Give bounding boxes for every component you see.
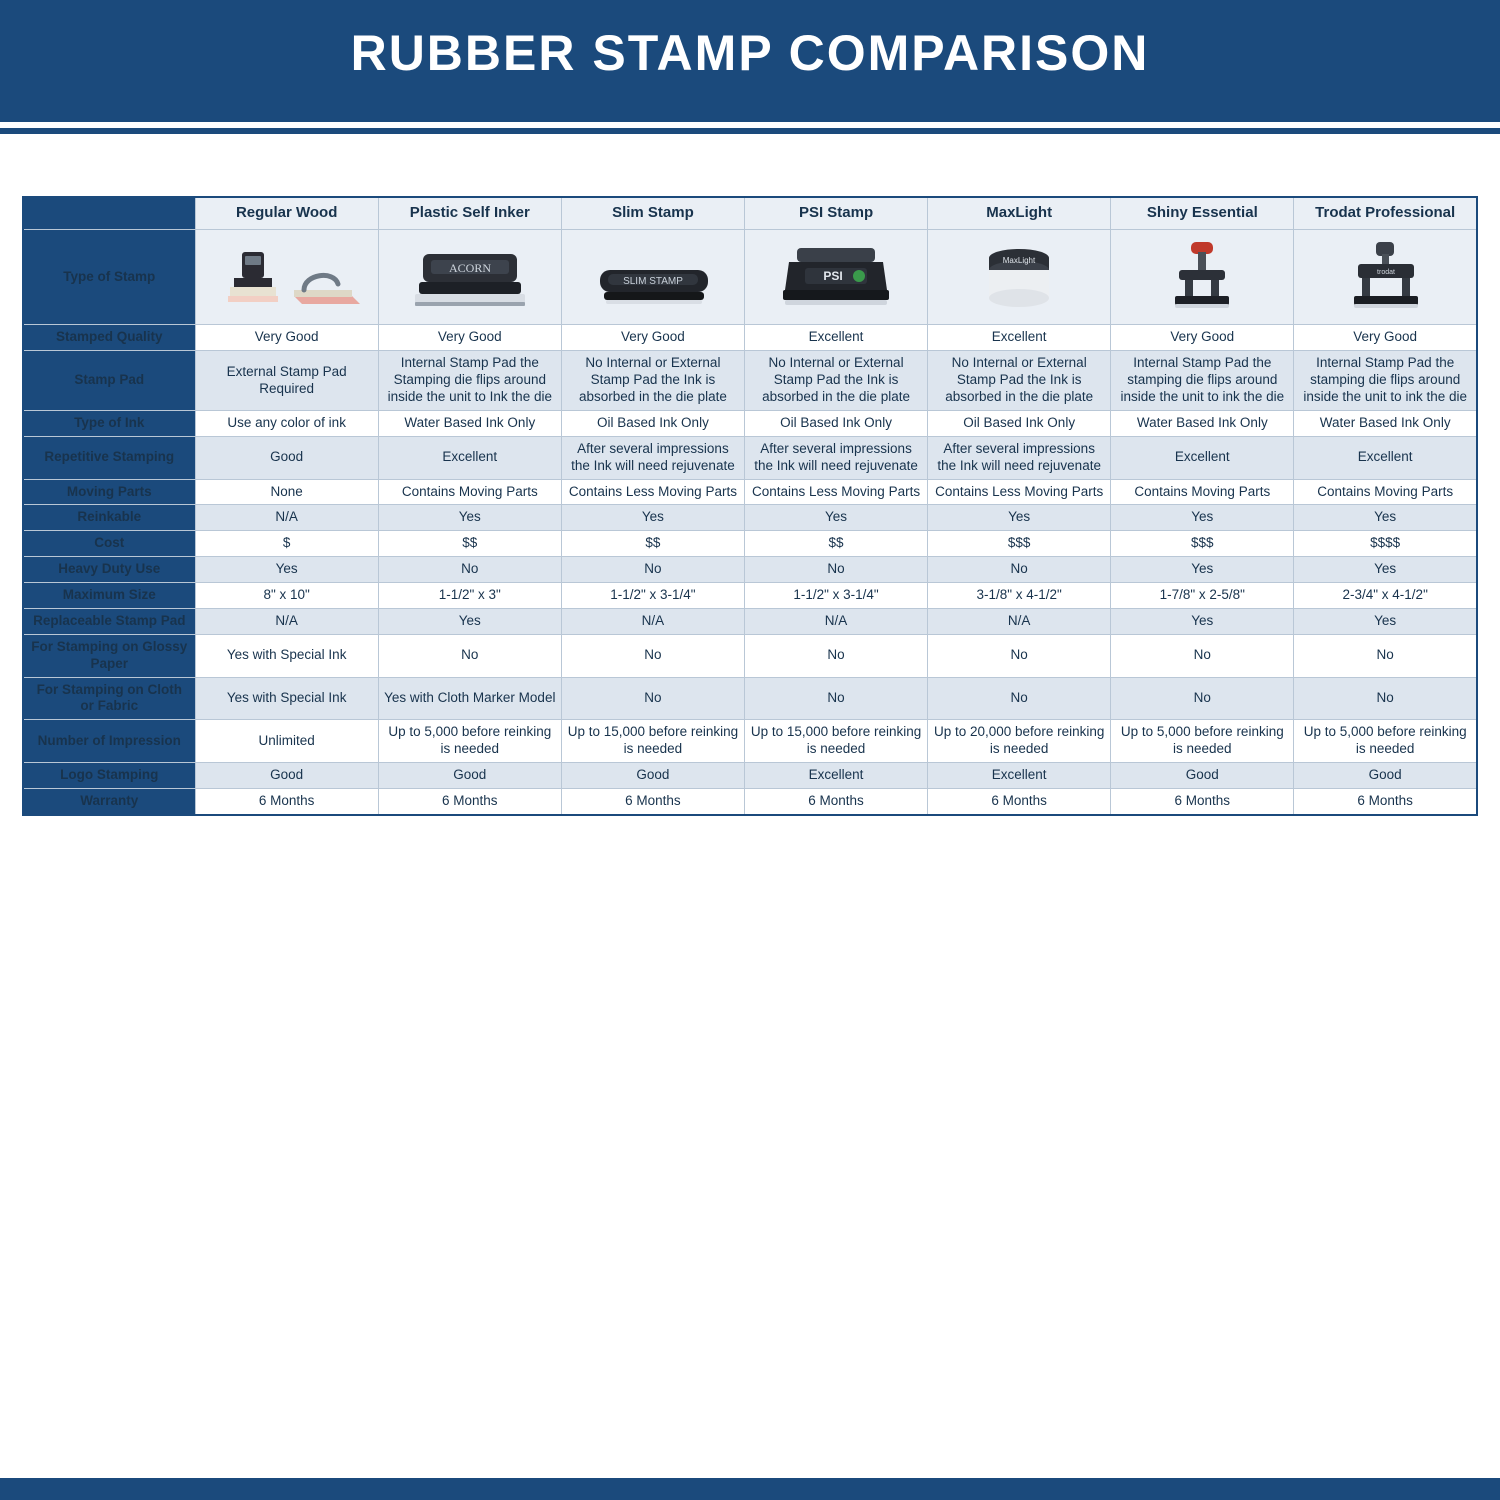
cell-moving-parts-regular-wood: None <box>195 479 378 505</box>
cell-replaceable-stamp-pad-psi-stamp: N/A <box>744 608 927 634</box>
cell-logo-stamping-trodat-professional: Good <box>1294 763 1477 789</box>
cell-warranty-trodat-professional: 6 Months <box>1294 788 1477 814</box>
row-label-type-of-ink: Type of Ink <box>23 410 195 436</box>
cell-stamp-pad-trodat-professional: Internal Stamp Pad the stamping die flips around inside the unit to ink the die <box>1294 351 1477 411</box>
row-label-stamp-pad: Stamp Pad <box>23 351 195 411</box>
cell-logo-stamping-shiny-essential: Good <box>1111 763 1294 789</box>
cell-cloth-or-fabric-shiny-essential: No <box>1111 677 1294 720</box>
cell-logo-stamping-maxlight: Excellent <box>928 763 1111 789</box>
svg-text:PSI: PSI <box>823 268 843 283</box>
cell-warranty-slim-stamp: 6 Months <box>561 788 744 814</box>
cell-glossy-paper-slim-stamp: No <box>561 634 744 677</box>
cell-glossy-paper-psi-stamp: No <box>744 634 927 677</box>
row-label-repetitive-stamping: Repetitive Stamping <box>23 436 195 479</box>
cell-number-of-impression-maxlight: Up to 20,000 before reinking is needed <box>928 720 1111 763</box>
cell-logo-stamping-regular-wood: Good <box>195 763 378 789</box>
table-row-glossy-paper <box>23 634 1477 677</box>
cell-cost-maxlight: $$$ <box>928 531 1111 557</box>
cell-glossy-paper-plastic-self-inker: No <box>378 634 561 677</box>
cell-warranty-shiny-essential: 6 Months <box>1111 788 1294 814</box>
slim-stamp-icon <box>578 234 728 316</box>
cell-cost-shiny-essential: $$$ <box>1111 531 1294 557</box>
cell-moving-parts-psi-stamp: Contains Less Moving Parts <box>744 479 927 505</box>
column-header-shiny-essential: Shiny Essential <box>1111 197 1294 229</box>
cell-logo-stamping-plastic-self-inker: Good <box>378 763 561 789</box>
cell-image-regular-wood <box>195 229 378 325</box>
table-row-number-of-impression <box>23 720 1477 763</box>
column-header-maxlight: MaxLight <box>928 197 1111 229</box>
column-header-trodat-professional: Trodat Professional <box>1294 197 1477 229</box>
cell-cost-slim-stamp: $$ <box>561 531 744 557</box>
cell-cloth-or-fabric-slim-stamp: No <box>561 677 744 720</box>
cell-repetitive-stamping-psi-stamp: After several impressions the Ink will need rejuvenate <box>744 436 927 479</box>
cell-type-of-ink-regular-wood: Use any color of ink <box>195 410 378 436</box>
cell-heavy-duty-use-maxlight: No <box>928 557 1111 583</box>
cell-heavy-duty-use-regular-wood: Yes <box>195 557 378 583</box>
cell-repetitive-stamping-trodat-professional: Excellent <box>1294 436 1477 479</box>
cell-heavy-duty-use-psi-stamp: No <box>744 557 927 583</box>
cell-image-slim-stamp <box>561 229 744 325</box>
cell-moving-parts-maxlight: Contains Less Moving Parts <box>928 479 1111 505</box>
row-label-maximum-size: Maximum Size <box>23 583 195 609</box>
cell-stamped-quality-plastic-self-inker: Very Good <box>378 325 561 351</box>
cell-replaceable-stamp-pad-shiny-essential: Yes <box>1111 608 1294 634</box>
cell-logo-stamping-psi-stamp: Excellent <box>744 763 927 789</box>
table-row-maximum-size <box>23 583 1477 609</box>
column-header-plastic-self-inker: Plastic Self Inker <box>378 197 561 229</box>
table-row-cloth-or-fabric <box>23 677 1477 720</box>
cell-cost-regular-wood: $ <box>195 531 378 557</box>
cell-reinkable-slim-stamp: Yes <box>561 505 744 531</box>
cell-type-of-ink-maxlight: Oil Based Ink Only <box>928 410 1111 436</box>
cell-number-of-impression-slim-stamp: Up to 15,000 before reinking is needed <box>561 720 744 763</box>
table-row-moving-parts <box>23 479 1477 505</box>
cell-glossy-paper-trodat-professional: No <box>1294 634 1477 677</box>
cell-glossy-paper-maxlight: No <box>928 634 1111 677</box>
cell-cloth-or-fabric-maxlight: No <box>928 677 1111 720</box>
cell-cloth-or-fabric-regular-wood: Yes with Special Ink <box>195 677 378 720</box>
cell-reinkable-plastic-self-inker: Yes <box>378 505 561 531</box>
cell-heavy-duty-use-slim-stamp: No <box>561 557 744 583</box>
cell-image-shiny-essential <box>1111 229 1294 325</box>
svg-text:MaxLight: MaxLight <box>1002 255 1036 265</box>
cell-stamp-pad-regular-wood: External Stamp Pad Required <box>195 351 378 411</box>
cell-image-maxlight <box>928 229 1111 325</box>
cell-cloth-or-fabric-plastic-self-inker: Yes with Cloth Marker Model <box>378 677 561 720</box>
cell-replaceable-stamp-pad-regular-wood: N/A <box>195 608 378 634</box>
cell-warranty-maxlight: 6 Months <box>928 788 1111 814</box>
shiny-essential-icon <box>1127 234 1277 316</box>
cell-moving-parts-shiny-essential: Contains Moving Parts <box>1111 479 1294 505</box>
cell-heavy-duty-use-plastic-self-inker: No <box>378 557 561 583</box>
cell-reinkable-psi-stamp: Yes <box>744 505 927 531</box>
comparison-table-wrapper <box>22 196 1478 816</box>
cell-number-of-impression-trodat-professional: Up to 5,000 before reinking is needed <box>1294 720 1477 763</box>
row-label-number-of-impression: Number of Impression <box>23 720 195 763</box>
wood-stamp-icon <box>212 234 362 316</box>
cell-stamp-pad-shiny-essential: Internal Stamp Pad the stamping die flips around inside the unit to ink the die <box>1111 351 1294 411</box>
table-header-row <box>23 197 1477 229</box>
row-label-reinkable: Reinkable <box>23 505 195 531</box>
cell-number-of-impression-shiny-essential: Up to 5,000 before reinking is needed <box>1111 720 1294 763</box>
maxlight-stamp-icon <box>944 234 1094 316</box>
row-label-type-of-stamp: Type of Stamp <box>23 229 195 325</box>
svg-text:SLIM STAMP: SLIM STAMP <box>623 275 683 287</box>
table-row-replaceable-stamp-pad <box>23 608 1477 634</box>
comparison-table <box>22 196 1478 816</box>
svg-text:trodat: trodat <box>1377 268 1396 276</box>
row-label-cloth-or-fabric: For Stamping on Cloth or Fabric <box>23 677 195 720</box>
svg-text:ACORN: ACORN <box>448 260 491 275</box>
cell-moving-parts-trodat-professional: Contains Moving Parts <box>1294 479 1477 505</box>
cell-glossy-paper-regular-wood: Yes with Special Ink <box>195 634 378 677</box>
table-row-repetitive-stamping <box>23 436 1477 479</box>
cell-warranty-regular-wood: 6 Months <box>195 788 378 814</box>
cell-stamp-pad-plastic-self-inker: Internal Stamp Pad the Stamping die flips around inside the unit to Ink the die <box>378 351 561 411</box>
column-header-slim-stamp: Slim Stamp <box>561 197 744 229</box>
cell-reinkable-maxlight: Yes <box>928 505 1111 531</box>
cell-maximum-size-maxlight: 3-1/8" x 4-1/2" <box>928 583 1111 609</box>
cell-maximum-size-trodat-professional: 2-3/4" x 4-1/2" <box>1294 583 1477 609</box>
cell-type-of-ink-shiny-essential: Water Based Ink Only <box>1111 410 1294 436</box>
cell-stamp-pad-slim-stamp: No Internal or External Stamp Pad the Ink is absorbed in the die plate <box>561 351 744 411</box>
cell-repetitive-stamping-slim-stamp: After several impressions the Ink will need rejuvenate <box>561 436 744 479</box>
cell-replaceable-stamp-pad-trodat-professional: Yes <box>1294 608 1477 634</box>
cell-heavy-duty-use-shiny-essential: Yes <box>1111 557 1294 583</box>
table-row-stamped-quality <box>23 325 1477 351</box>
row-label-heavy-duty-use: Heavy Duty Use <box>23 557 195 583</box>
table-row-heavy-duty-use <box>23 557 1477 583</box>
cell-type-of-ink-psi-stamp: Oil Based Ink Only <box>744 410 927 436</box>
cell-cloth-or-fabric-trodat-professional: No <box>1294 677 1477 720</box>
cell-type-of-ink-trodat-professional: Water Based Ink Only <box>1294 410 1477 436</box>
cell-image-plastic-self-inker <box>378 229 561 325</box>
column-header-psi-stamp: PSI Stamp <box>744 197 927 229</box>
cell-reinkable-shiny-essential: Yes <box>1111 505 1294 531</box>
cell-maximum-size-plastic-self-inker: 1-1/2" x 3" <box>378 583 561 609</box>
cell-reinkable-regular-wood: N/A <box>195 505 378 531</box>
cell-stamped-quality-regular-wood: Very Good <box>195 325 378 351</box>
plastic-self-inker-icon <box>395 234 545 316</box>
psi-stamp-icon <box>761 234 911 316</box>
row-label-moving-parts: Moving Parts <box>23 479 195 505</box>
header-divider-blue <box>0 128 1500 134</box>
cell-stamped-quality-trodat-professional: Very Good <box>1294 325 1477 351</box>
cell-glossy-paper-shiny-essential: No <box>1111 634 1294 677</box>
cell-warranty-psi-stamp: 6 Months <box>744 788 927 814</box>
table-row-reinkable <box>23 505 1477 531</box>
header-band <box>0 0 1500 122</box>
corner-cell <box>23 197 195 229</box>
cell-moving-parts-plastic-self-inker: Contains Moving Parts <box>378 479 561 505</box>
cell-logo-stamping-slim-stamp: Good <box>561 763 744 789</box>
table-row-type-of-stamp <box>23 229 1477 325</box>
cell-image-trodat-professional <box>1294 229 1477 325</box>
footer-band <box>0 1478 1500 1500</box>
cell-stamped-quality-shiny-essential: Very Good <box>1111 325 1294 351</box>
cell-moving-parts-slim-stamp: Contains Less Moving Parts <box>561 479 744 505</box>
cell-stamped-quality-psi-stamp: Excellent <box>744 325 927 351</box>
cell-stamp-pad-psi-stamp: No Internal or External Stamp Pad the Ink is absorbed in the die plate <box>744 351 927 411</box>
cell-cost-plastic-self-inker: $$ <box>378 531 561 557</box>
cell-replaceable-stamp-pad-maxlight: N/A <box>928 608 1111 634</box>
table-row-type-of-ink <box>23 410 1477 436</box>
table-row-cost <box>23 531 1477 557</box>
cell-cloth-or-fabric-psi-stamp: No <box>744 677 927 720</box>
cell-repetitive-stamping-maxlight: After several impressions the Ink will need rejuvenate <box>928 436 1111 479</box>
table-row-logo-stamping <box>23 763 1477 789</box>
cell-replaceable-stamp-pad-slim-stamp: N/A <box>561 608 744 634</box>
column-header-regular-wood: Regular Wood <box>195 197 378 229</box>
cell-maximum-size-slim-stamp: 1-1/2" x 3-1/4" <box>561 583 744 609</box>
cell-reinkable-trodat-professional: Yes <box>1294 505 1477 531</box>
cell-stamped-quality-maxlight: Excellent <box>928 325 1111 351</box>
cell-cost-trodat-professional: $$$$ <box>1294 531 1477 557</box>
cell-image-psi-stamp <box>744 229 927 325</box>
cell-number-of-impression-regular-wood: Unlimited <box>195 720 378 763</box>
cell-cost-psi-stamp: $$ <box>744 531 927 557</box>
cell-heavy-duty-use-trodat-professional: Yes <box>1294 557 1477 583</box>
cell-maximum-size-psi-stamp: 1-1/2" x 3-1/4" <box>744 583 927 609</box>
cell-maximum-size-shiny-essential: 1-7/8" x 2-5/8" <box>1111 583 1294 609</box>
cell-replaceable-stamp-pad-plastic-self-inker: Yes <box>378 608 561 634</box>
cell-repetitive-stamping-regular-wood: Good <box>195 436 378 479</box>
cell-type-of-ink-slim-stamp: Oil Based Ink Only <box>561 410 744 436</box>
row-label-logo-stamping: Logo Stamping <box>23 763 195 789</box>
cell-maximum-size-regular-wood: 8" x 10" <box>195 583 378 609</box>
row-label-glossy-paper: For Stamping on Glossy Paper <box>23 634 195 677</box>
cell-type-of-ink-plastic-self-inker: Water Based Ink Only <box>378 410 561 436</box>
row-label-warranty: Warranty <box>23 788 195 814</box>
cell-stamped-quality-slim-stamp: Very Good <box>561 325 744 351</box>
cell-warranty-plastic-self-inker: 6 Months <box>378 788 561 814</box>
row-label-stamped-quality: Stamped Quality <box>23 325 195 351</box>
cell-stamp-pad-maxlight: No Internal or External Stamp Pad the Ink is absorbed in the die plate <box>928 351 1111 411</box>
page-title: RUBBER STAMP COMPARISON <box>350 25 1150 81</box>
cell-number-of-impression-plastic-self-inker: Up to 5,000 before reinking is needed <box>378 720 561 763</box>
cell-number-of-impression-psi-stamp: Up to 15,000 before reinking is needed <box>744 720 927 763</box>
cell-repetitive-stamping-plastic-self-inker: Excellent <box>378 436 561 479</box>
row-label-replaceable-stamp-pad: Replaceable Stamp Pad <box>23 608 195 634</box>
cell-repetitive-stamping-shiny-essential: Excellent <box>1111 436 1294 479</box>
row-label-cost: Cost <box>23 531 195 557</box>
table-row-warranty <box>23 788 1477 814</box>
table-row-stamp-pad <box>23 351 1477 411</box>
trodat-professional-icon <box>1310 234 1460 316</box>
